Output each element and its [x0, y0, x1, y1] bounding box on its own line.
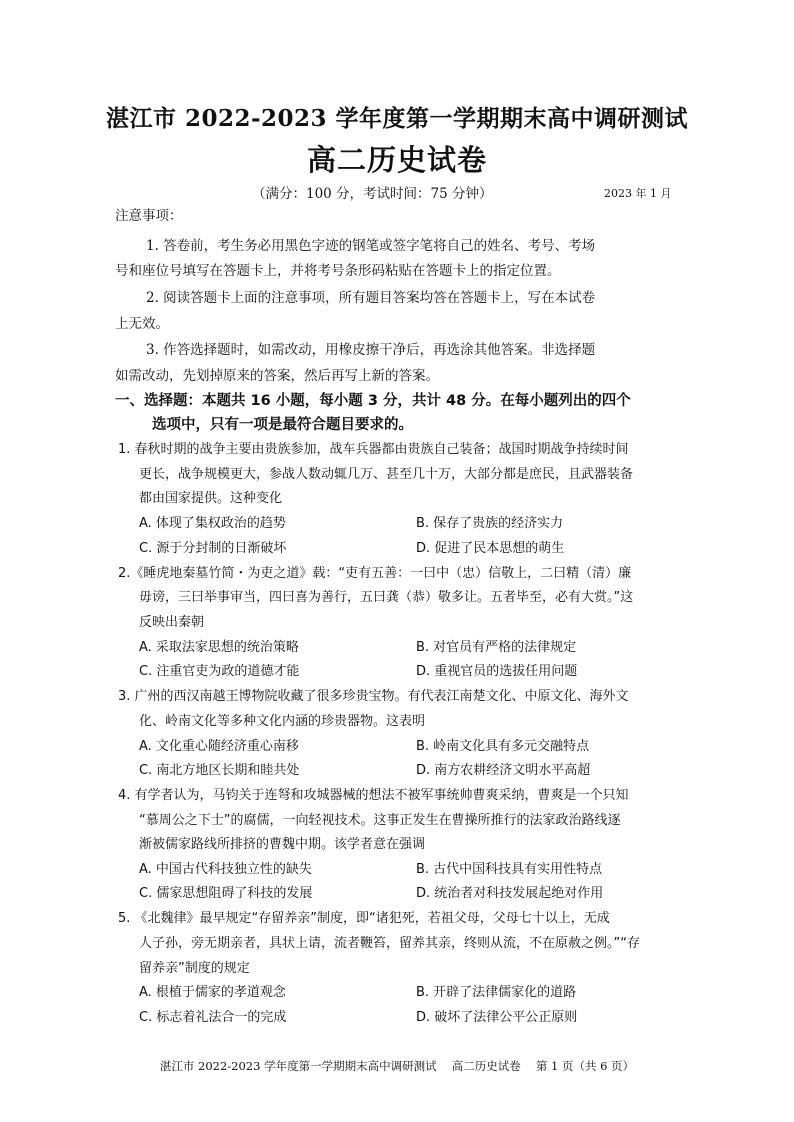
question-5-option-c: C. 标志着礼法合一的完成 [139, 1010, 287, 1025]
question-2-option-c: C. 注重官吏为政的道德才能 [139, 664, 300, 679]
question-1-option-b: B. 保存了贵族的经济实力 [416, 516, 564, 531]
question-5-text: 人子孙，旁无期亲者，具状上请，流者鞭笞，留养其亲，终则从流，不在原赦之例。”“存 [139, 936, 640, 951]
question-3-option-c: C. 南北方地区长期和睦共处 [139, 763, 300, 778]
question-1-text: 更长，战争规模更大，参战人数动辄几万、甚至几十万，大部分都是庶民，且武器装备 [139, 467, 634, 482]
question-1-text: 都由国家提供。这种变化 [139, 491, 283, 506]
question-1-text: 1. 春秋时期的战争主要由贵族参加，战车兵器都由贵族自己装备；战国时期战争持续时间 [118, 442, 629, 457]
question-1-option-a: A. 体现了集权政治的趋势 [139, 516, 286, 531]
exam-title: 湛江市 2022-2023 学年度第一学期期末高中调研测试 [105, 105, 689, 132]
notice-heading: 注意事项： [115, 208, 183, 224]
question-2-text: 反映出秦朝 [139, 615, 205, 630]
notice-line: 3. 作答选择题时，如需改动，用橡皮擦干净后，再选涂其他答案。非选择题 [146, 342, 596, 358]
question-1-option-d: D. 促进了民本思想的萌生 [416, 541, 565, 556]
section-heading-cont: 选项中，只有一项是最符合题目要求的。 [152, 417, 413, 433]
question-3-option-d: D. 南方农耕经济文明水平高超 [416, 763, 591, 778]
question-2-text: 2.《睡虎地秦墓竹简・为吏之道》载：“吏有五善：一曰中（忠）信敬上，二曰精（清）廉 [118, 566, 632, 581]
question-2-option-a: A. 采取法家思想的统治策略 [139, 640, 299, 655]
question-5-text: 留养亲”制度的规定 [139, 961, 250, 976]
question-3-text: 3. 广州的西汉南越王博物院收藏了很多珍贵宝物。有代表江南楚文化、中原文化、海外文 [118, 689, 629, 704]
notice-line: 号和座位号填写在答题卡上，并将考号条形码粘贴在答题卡上的指定位置。 [115, 263, 561, 279]
page-footer: 湛江市 2022-2023 学年度第一学期期末高中调研测试 高二历史试卷 第 1 页（共 6 页） [159, 1059, 635, 1073]
question-3-text: 化、岭南文化等多种文化内涵的珍贵器物。这表明 [139, 714, 426, 729]
notice-line: 1. 答卷前，考生务必用黑色字迹的钢笔或签字笔将自己的姓名、考号、考场 [146, 238, 596, 254]
question-4-option-a: A. 中国古代科技独立性的缺失 [139, 862, 312, 877]
question-4-option-c: C. 儒家思想阻碍了科技的发展 [139, 886, 313, 901]
question-4-text: 4. 有学者认为，马钧关于连弩和攻城器械的想法不被军事统帅曹爽采纳，曹爽是一个只知 [118, 788, 629, 803]
notice-line: 2. 阅读答题卡上面的注意事项，所有题目答案均答在答题卡上，写在本试卷 [146, 290, 596, 306]
question-5-option-a: A. 根植于儒家的孝道观念 [139, 985, 286, 1000]
question-2-option-d: D. 重视官员的选拔任用问题 [416, 664, 578, 679]
subject-title: 高二历史试卷 [306, 143, 487, 177]
question-3-option-b: B. 岭南文化具有多元交融特点 [416, 739, 590, 754]
score-time-info: （满分：100 分，考试时间：75 分钟） [252, 186, 493, 202]
question-4-option-d: D. 统治者对科技发展起绝对作用 [416, 886, 604, 901]
question-3-option-a: A. 文化重心随经济重心南移 [139, 739, 299, 754]
section-heading: 一、选择题：本题共 16 小题，每小题 3 分，共计 48 分。在每小题列出的四个 [115, 393, 631, 409]
question-4-text: 渐被儒家路线所排挤的曹魏中期。该学者意在强调 [139, 837, 426, 852]
notice-line: 如需改动，先划掉原来的答案，然后再写上新的答案。 [115, 368, 439, 384]
question-1-option-c: C. 源于分封制的日渐破坏 [139, 541, 287, 556]
question-4-text: “慕周公之下士”的腐儒，一向轻视技术。这事正发生在曹操所推行的法家政治路线逐 [139, 813, 621, 828]
question-5-option-b: B. 开辟了法律儒家化的道路 [416, 985, 577, 1000]
question-5-option-d: D. 破坏了法律公平公正原则 [416, 1010, 578, 1025]
question-2-option-b: B. 对官员有严格的法律规定 [416, 640, 577, 655]
question-2-text: 毋谤，三曰举事审当，四曰喜为善行，五曰龚（恭）敬多让。五者毕至，必有大赏。”这 [139, 590, 634, 605]
notice-line: 上无效。 [115, 316, 169, 332]
question-5-text: 5. 《北魏律》最早规定“存留养亲”制度，即“诸犯死，若祖父母，父母七十以上，无成 [118, 911, 610, 926]
question-4-option-b: B. 古代中国科技具有实用性特点 [416, 862, 603, 877]
exam-date: 2023 年 1 月 [604, 187, 672, 200]
